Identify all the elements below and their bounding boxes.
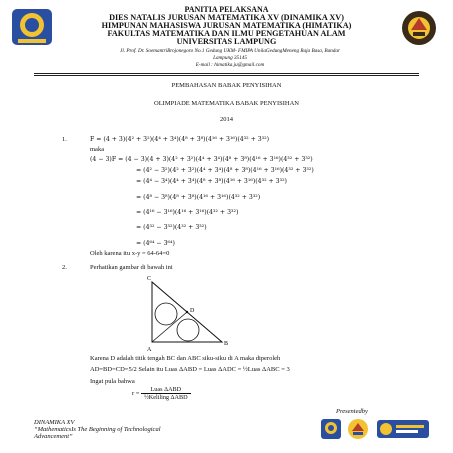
problem-2-number: 2. [62,264,67,271]
problem-2-text-1: Karena D adalah titik tengah BC dan ABC siku-siku di A maka diperoleh [90,355,281,362]
problem-1-conclusion: Oleh karena itu x-y = 64-64=0 [90,250,170,257]
header-event: DIES NATALIS JURUSAN MATEMATIKA XV (DINAMIKA XV) [109,13,344,22]
radius-fraction-denominator: ½Keliling ΔABD [144,394,188,401]
label-d: D [190,308,195,314]
radius-label: r = [132,390,140,397]
header-rule [34,73,419,74]
header-title: PANITIA PELAKSANA [184,5,269,14]
label-b: B [224,341,229,347]
footer-line-2: “MathematicsIs The Beginning of Technological [34,426,161,433]
header-address [70,48,390,69]
problem-2-text-2: AD=BD=CD=5/2 Selain itu Luas ΔABD = Luas ΔADC = ½Luas ΔABC = 3 [90,366,290,373]
problem-1-step-1: (4 − 3)F = (4 − 3)(4 + 3)(4² + 3²)(4⁴ + 3⁴)(4⁸ + 3⁸)(4¹⁶ + 3¹⁶)(4³² + 3³²) [90,156,313,163]
problem-2-text-3: Ingat pula bahwa [90,378,135,385]
footer-logo-unila [320,418,342,440]
doc-title: PEMBAHASAN BABAK PENYISIHAN [171,82,282,89]
triangle-figure [140,270,240,354]
problem-1-step-2: = (4² − 3²)(4² + 3²)(4⁴ + 3⁴)(4⁸ + 3⁸)(4¹⁶ + 3¹⁶)(4³² + 3³²) [136,167,314,174]
address-line-2: Lampung 35145 [213,55,247,61]
footer-line-1: DINAMIKA XV [34,419,75,426]
address-email: E-mail : himatika.ju@gmail.com [195,62,265,68]
problem-1-maka: maka [90,146,105,153]
label-a: A [147,347,152,353]
address-line-1: Jl. Prof. Dr. SoemantriBrojonegoro No.1 Gedung UKM- FMIPA UnilaGedungMeneng Raja Basa, Bandar [120,48,340,54]
header-organization: HIMPUNAN MAHASISWA JURUSAN MATEMATIKA (HIMATIKA) [101,21,352,30]
problem-1-step-5: = (4¹⁶ − 3¹⁶)(4¹⁶ + 3¹⁶)(4³² + 3³²) [136,209,239,216]
presented-by: Presentedby [336,408,368,415]
label-c: C [147,276,152,282]
footer-logo-himatika [346,418,370,440]
footer-text [34,419,161,440]
footer-line-3: Advancement” [34,433,73,440]
problem-1-equation: F = (4 + 3)(4² + 3²)(4⁴ + 3⁴)(4⁸ + 3⁸)(4¹⁶ + 3¹⁶)(4³² + 3³²) [90,136,270,143]
problem-2-intro: Perhatikan gambar di bawah ini [90,264,173,271]
header-rule-thin [34,75,419,76]
problem-1-step-3: = (4⁴ − 3⁴)(4⁴ + 3⁴)(4⁸ + 3⁸)(4¹⁶ + 3¹⁶)(4³² + 3³²) [136,178,287,185]
problem-1-number: 1. [62,136,67,143]
doc-subtitle: OLIMPIADE MATEMATIKA BABAK PENYISIHAN [154,100,299,107]
radius-fraction-numerator: Luas ΔABD [141,386,191,394]
header-university: UNIVERSITAS LAMPUNG [176,37,277,46]
header-faculty: FAKULTAS MATEMATIKA DAN ILMU PENGETAHUAN ALAM [107,29,346,38]
doc-year: 2014 [220,116,233,123]
problem-1-step-6: = (4³² − 3³²)(4³² + 3³²) [136,224,207,231]
footer-logo-dinamika [376,418,430,440]
problem-1-step-4: = (4⁸ − 3⁸)(4⁸ + 3⁸)(4¹⁶ + 3¹⁶)(4³² + 3³²) [136,194,261,201]
radius-fraction [141,386,191,401]
radius-formula [132,386,191,401]
problem-1-step-7: = (4⁶⁴ − 3⁶⁴) [136,240,175,247]
